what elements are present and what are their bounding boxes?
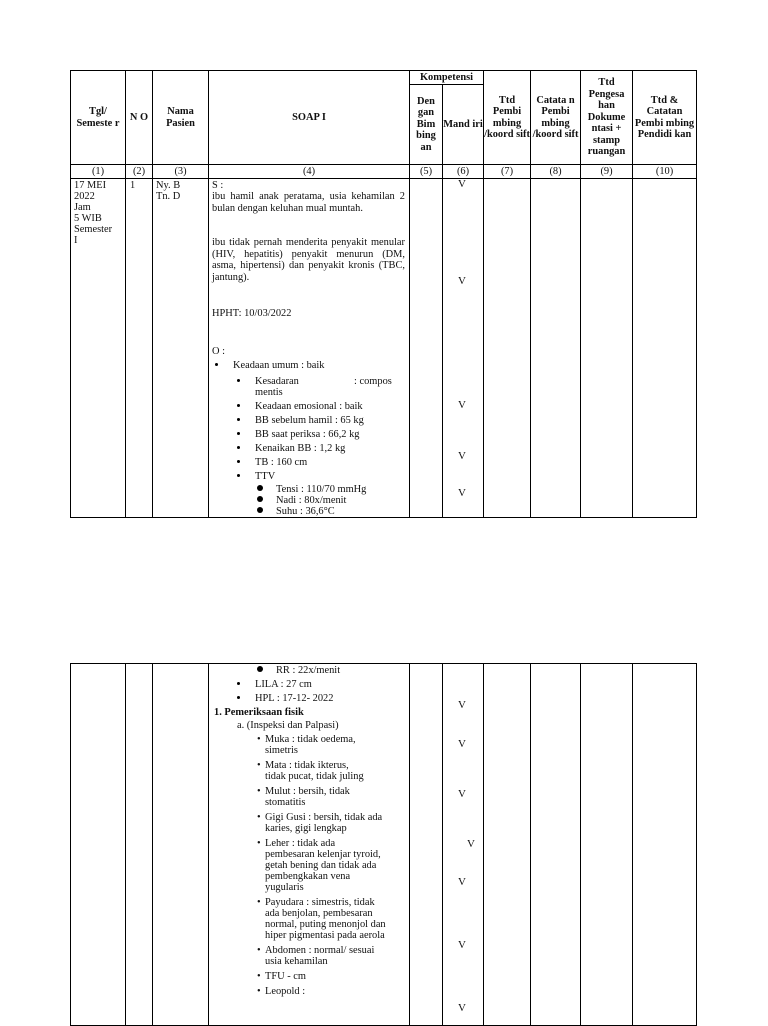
check-mark: V [458, 450, 466, 462]
vital-item: TTV [255, 471, 276, 482]
payudara-cont: normal, puting menonjol dan [265, 919, 386, 930]
payudara: Payudara : simestris, tidak [265, 897, 375, 908]
kesadaran-label: Kesadaran [255, 376, 299, 387]
payudara-cont: hiper pigmentasi pada aerola [265, 930, 385, 941]
entry-date-cell [71, 664, 126, 1026]
vital-item: Kenaikan BB : 1,2 kg [255, 443, 346, 454]
tfu: TFU - cm [265, 971, 306, 982]
bullet-icon [237, 376, 240, 388]
catatan-cell [531, 179, 581, 518]
soap-table-page-1 [70, 70, 697, 518]
vital-sign-rr: RR : 22x/menit [276, 665, 341, 676]
bullet-icon: • [257, 734, 261, 745]
dengan-bimbingan-cell [410, 179, 443, 518]
mandiri-cell [443, 664, 484, 1026]
header-ttd-catatan-pendidikan: Ttd & Catatan Pembi mbing Pendidi kan [633, 71, 697, 165]
bullet-icon: • [257, 838, 261, 849]
leher-cont: yugularis [265, 882, 304, 893]
entry-patient-cell [153, 179, 209, 518]
header-kompetensi: Kompetensi [410, 71, 484, 85]
col-number: (6) [443, 165, 484, 179]
vital-sign: Tensi : 110/70 mmHg [276, 484, 367, 495]
entry-date-cell [71, 179, 126, 518]
bullet-icon [237, 429, 240, 441]
soap-s-label: S : [212, 180, 224, 191]
vital-item: TB : 160 cm [255, 457, 308, 468]
bullet-icon [237, 693, 240, 705]
bullet-icon [237, 471, 240, 483]
leher-cont: pembengkakan vena [265, 871, 351, 882]
check-mark: V [458, 178, 466, 190]
check-mark: V [458, 399, 466, 411]
header-ttd-pembimbing: Ttd Pembi mbing /koord sift [484, 71, 531, 165]
soap-s-text: ibu hamil anak peratama, usia kehamilan 2 bulan dengan keluhan mual muntah. [212, 191, 405, 214]
mulut: Mulut : bersih, tidak [265, 786, 350, 797]
bullet-icon [215, 360, 218, 372]
filled-bullet-icon [257, 495, 266, 507]
abdomen: Abdomen : normal/ sesuai [265, 945, 375, 956]
bullet-icon: • [257, 812, 261, 823]
mandiri-cell [443, 179, 484, 518]
entry-date: 17 MEI [74, 180, 107, 191]
soap-o-label: O : [212, 346, 225, 357]
ttd-pembimbing-cell [484, 664, 531, 1026]
kesadaran-value: : compos [354, 376, 392, 387]
inspeksi-palpasi: a. (Inspeksi dan Palpasi) [237, 720, 339, 731]
soap-s-history: ibu tidak pernah menderita penyakit menular (HIV, hepatitis) penyakit menurun (DM, asma, hipertensi) dan penyakit kronis (TBC, jantung). [212, 237, 405, 283]
vital-sign: Suhu : 36,6°C [276, 506, 335, 517]
keadaan-umum: Keadaan umum : baik [233, 360, 325, 371]
bullet-icon [237, 457, 240, 469]
leher: Leher : tidak ada [265, 838, 336, 849]
col-number: (8) [531, 165, 581, 179]
ttd-pengesahan-cell [581, 179, 633, 518]
leher-cont: pembesaran kelenjar tyroid, [265, 849, 381, 860]
col-number: (7) [484, 165, 531, 179]
vital-item: BB saat periksa : 66,2 kg [255, 429, 360, 440]
gigi-gusi: Gigi Gusi : bersih, tidak ada [265, 812, 383, 823]
vital-item: BB sebelum hamil : 65 kg [255, 415, 364, 426]
abdomen-cont: usia kehamilan [265, 956, 328, 967]
bullet-icon [237, 415, 240, 427]
entry-date: Jam [74, 202, 91, 213]
col-number: (2) [126, 165, 153, 179]
entry-date: 2022 [74, 191, 95, 202]
bullet-icon [237, 443, 240, 455]
entry-date: Semester [74, 224, 113, 235]
mata: Mata : tidak ikterus, [265, 760, 349, 771]
catatan-cell [531, 664, 581, 1026]
bullet-icon: • [257, 786, 261, 797]
col-number: (10) [633, 165, 697, 179]
muka: Muka : tidak oedema, [265, 734, 356, 745]
gigi-gusi-cont: karies, gigi lengkap [265, 823, 347, 834]
mata-cont: tidak pucat, tidak juling [265, 771, 364, 782]
hpl: HPL : 17-12- 2022 [255, 693, 334, 704]
soap-table-page-2 [70, 663, 697, 1026]
entry-no-cell [126, 179, 153, 518]
muka-cont: simetris [265, 745, 298, 756]
check-mark: V [458, 738, 466, 750]
check-mark: V [458, 275, 466, 287]
leopold: Leopold : [265, 986, 306, 997]
header-catatan-pembimbing: Catata n Pembi mbing /koord sift [531, 71, 581, 165]
col-number: (9) [581, 165, 633, 179]
vital-item: Keadaan emosional : baik [255, 401, 363, 412]
col-number: (5) [410, 165, 443, 179]
filled-bullet-icon [257, 484, 266, 496]
check-mark: V [458, 699, 466, 711]
bullet-icon: • [257, 897, 261, 908]
ttd-pembimbing-cell [484, 179, 531, 518]
header-tgl-semester: Tgl/ Semeste r [71, 71, 126, 165]
entry-patient-cell [153, 664, 209, 1026]
lila: LILA : 27 cm [255, 679, 312, 690]
bullet-icon: • [257, 945, 261, 956]
patient-name: Tn. D [156, 191, 181, 202]
soap-cell [209, 179, 410, 518]
header-mandiri: Mand iri [443, 85, 484, 165]
soap-cell [209, 664, 410, 1026]
entry-no: 1 [130, 180, 136, 191]
mulut-cont: stomatitis [265, 797, 306, 808]
check-mark: V [458, 876, 466, 888]
kesadaran-cont: mentis [255, 387, 283, 398]
header-soap: SOAP I [209, 71, 410, 165]
col-number: (3) [153, 165, 209, 179]
vital-sign: Nadi : 80x/menit [276, 495, 347, 506]
check-mark: V [458, 788, 466, 800]
bullet-icon: • [257, 986, 261, 997]
header-ttd-pengesahan: Ttd Pengesa han Dokume ntasi + stamp ruangan [581, 71, 633, 165]
ttd-catatan-cell [633, 179, 697, 518]
ttd-catatan-cell [633, 664, 697, 1026]
check-mark: V [458, 1002, 466, 1014]
ttd-pengesahan-cell [581, 664, 633, 1026]
patient-name: Ny. B [156, 180, 181, 191]
bullet-icon: • [257, 971, 261, 982]
entry-date: 5 WIB [74, 213, 102, 224]
entry-no-cell [126, 664, 153, 1026]
bullet-icon [237, 679, 240, 691]
pemeriksaan-fisik-heading: 1. Pemeriksaan fisik [214, 707, 304, 718]
header-dengan-bimbingan: Den gan Bim bing an [410, 85, 443, 165]
filled-bullet-icon [257, 506, 266, 518]
dengan-bimbingan-cell [410, 664, 443, 1026]
header-no: N O [126, 71, 153, 165]
filled-bullet-icon [257, 665, 266, 677]
bullet-icon: • [257, 760, 261, 771]
leher-cont: getah bening dan tidak ada [265, 860, 377, 871]
check-mark: V [458, 487, 466, 499]
payudara-cont: ada benjolan, pembesaran [265, 908, 373, 919]
entry-date: I [74, 235, 78, 246]
check-mark: V [458, 939, 466, 951]
soap-hpht: HPHT: 10/03/2022 [212, 308, 292, 319]
check-mark: V [467, 838, 475, 850]
col-number: (4) [209, 165, 410, 179]
bullet-icon [237, 401, 240, 413]
header-nama-pasien: Nama Pasien [153, 71, 209, 165]
col-number: (1) [71, 165, 126, 179]
